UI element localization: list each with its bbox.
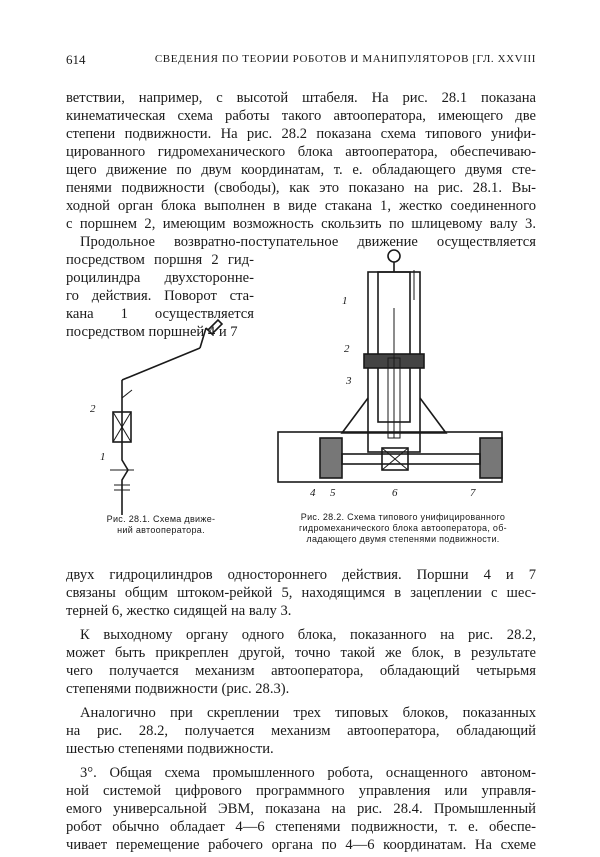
page-header <box>66 52 536 70</box>
fig2-label-5: 5 <box>330 487 336 499</box>
figure-28-1-caption <box>80 514 242 536</box>
text-line: шестью степенями подвижности. <box>66 741 274 757</box>
text-line: Аналогично при скреплении трех типовых блоков, показанных <box>80 705 536 721</box>
text-line: пенями подвижности (свободы), как это показано на рис. 28.1. Вы- <box>66 180 536 196</box>
figure-28-1-diagram <box>80 310 250 500</box>
text-line: Продольное возвратно-поступательное движение осуществляется <box>80 234 536 250</box>
text-line: ной системой цифрового программного управления или управля- <box>66 783 536 799</box>
caption-line: гидромеханического блока автооператора, об- <box>299 523 507 533</box>
text-line: кана 1 осуществляется <box>66 306 254 322</box>
text-line: щего движение по двум координатам, т. е. обладающего двумя сте- <box>66 162 536 178</box>
text-line: степенями подвижности (рис. 28.3). <box>66 681 290 697</box>
fig2-piston-left <box>320 438 342 478</box>
text-line: роцилиндра двухсторонне- <box>66 270 254 286</box>
text-line: может быть прикреплен другой, точно такой же блок, в результате <box>66 645 536 661</box>
fig2-label-4: 4 <box>310 487 316 499</box>
fig1-arm-motion-arrow <box>122 390 132 398</box>
page-number: 614 <box>66 52 86 67</box>
text-line: К выходному органу одного блока, показанного на рис. 28.2, <box>80 627 536 643</box>
text-line: двух гидроцилиндров одностороннего действия. Поршни 4 и 7 <box>66 567 536 583</box>
fig2-piston-right <box>480 438 502 478</box>
figure-28-2-caption <box>268 512 538 545</box>
text-line: робот обычно обладает 4—6 степенями подвижности, т. е. обеспе- <box>66 819 536 835</box>
fig1-base-line <box>122 450 128 515</box>
text-line: ветствии, например, с высотой штабеля. На рис. 28.1 показана <box>66 90 536 106</box>
text-line: цированного гидромеханического блока автооператора, обеспечиваю- <box>66 144 536 160</box>
text-line: связаны общим штоком-рейкой 5, находящимся в зацеплении с шес- <box>66 585 536 601</box>
text-line: го действия. Поворот ста- <box>66 288 254 304</box>
text-line: 3°. Общая схема промышленного робота, оснащенного автоном- <box>80 765 536 781</box>
fig2-rack <box>342 454 480 464</box>
text-line: на рис. 28.2, получается механизм автооператора, обладающий <box>66 723 536 739</box>
fig2-label-6: 6 <box>392 487 398 499</box>
text-line: с поршнем 2, имеющим возможность скользить по шлицевому валу 3. <box>66 216 536 232</box>
running-head: СВЕДЕНИЯ ПО ТЕОРИИ РОБОТОВ И МАНИПУЛЯТОРОВ [ГЛ. XXVIII <box>154 53 536 65</box>
fig1-arm-link <box>122 348 200 380</box>
fig1-gripper <box>208 320 222 334</box>
caption-line: ладающего двумя степенями подвижности. <box>306 534 500 544</box>
text-line: посредством поршней 4 и 7 <box>66 324 238 340</box>
fig1-arm-link <box>200 328 206 348</box>
fig2-label-piston: 2 <box>344 343 350 355</box>
text-line: степени подвижности. На рис. 28.2 показана схема типового унифи- <box>66 126 536 142</box>
caption-line: Рис. 28.2. Схема типового унифицированного <box>300 512 506 522</box>
text-line: кинематическая схема работы такого автооператора, имеющего две <box>66 108 536 124</box>
text-line: чего получается механизм автооператора, обладающий четырьмя <box>66 663 536 679</box>
fig1-label-arm: 2 <box>90 403 96 415</box>
text-line: терней 6, жестко сидящей на валу 3. <box>66 603 292 619</box>
text-line: емого универсальной ЭВМ, показана на рис. 28.4. Промышленный <box>66 801 536 817</box>
fig2-top-ring <box>388 250 400 262</box>
fig1-label-joint: 1 <box>100 451 106 463</box>
caption-line: ний автооператора. <box>117 525 205 535</box>
fig2-label-7: 7 <box>470 487 476 499</box>
text-line: ходной орган блока выполнен в виде стакана 1, жестко соединенного <box>66 198 536 214</box>
text-line: посредством поршня 2 гид- <box>66 252 254 268</box>
fig2-label-cup: 1 <box>342 295 348 307</box>
fig2-housing <box>278 432 502 482</box>
caption-line: Рис. 28.1. Схема движе- <box>106 514 216 524</box>
fig2-label-shaft: 3 <box>346 375 352 387</box>
figure-28-2-diagram <box>270 248 510 498</box>
text-line: чивает перемещение рабочего органа по 4—6 координатам. На схеме <box>66 837 536 853</box>
